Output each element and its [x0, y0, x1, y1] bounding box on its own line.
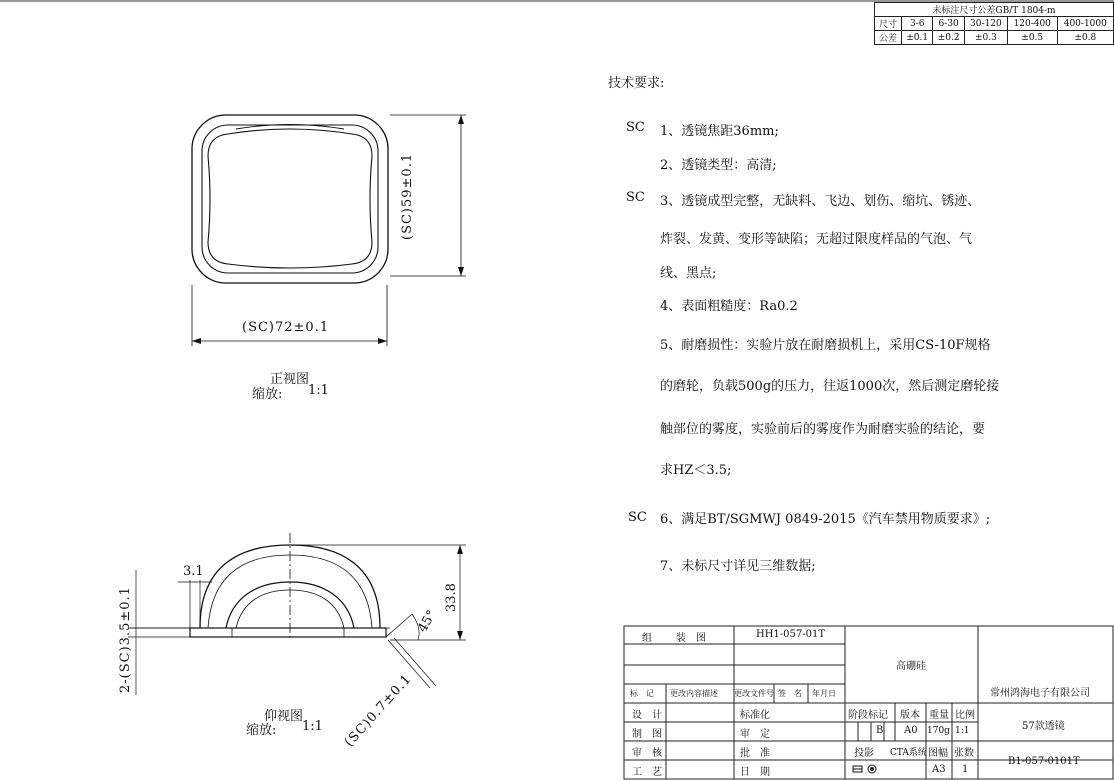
tb-sheet-size: 图幅 [928, 748, 948, 759]
tol-cell: ±0.8 [1057, 31, 1113, 45]
tb-part-name: 57款透镜 [1022, 721, 1065, 732]
tb-ratio-value: 1:1 [955, 726, 970, 736]
tolerance-tol-label: 公差 [875, 31, 902, 45]
front-view [192, 115, 466, 346]
tolerance-table [874, 2, 1114, 45]
bottom-scale-value: 1:1 [302, 719, 323, 734]
bottom-height-dim: 33.8 [444, 583, 459, 612]
size-cell: 120-400 [1007, 17, 1057, 31]
tol-cell: ±0.1 [901, 31, 932, 45]
tb-stage-value: B [876, 725, 884, 736]
tb-stage-mark: 阶段标记 [848, 710, 888, 721]
tb-drawing-no: B1-057-0101T [1008, 756, 1080, 767]
front-scale-label: 缩放: [252, 387, 283, 402]
tb-date: 日 期 [740, 767, 770, 778]
req-line: 求HZ＜3.5; [660, 463, 732, 478]
front-view-caption: 正视图 [270, 372, 310, 387]
tb-drawing-ref: HH1-057-01T [756, 629, 826, 640]
tol-cell: ±0.5 [1007, 31, 1057, 45]
tb-approve: 批 准 [740, 748, 770, 759]
req-line: 1、透镜焦距36mm; [660, 124, 779, 139]
front-scale-value: 1:1 [308, 383, 329, 398]
tb-weight-value: 170g [927, 726, 950, 736]
req-mark: SC [626, 190, 645, 205]
tb-cta: CTA系统 [890, 748, 927, 758]
tb-rev-header: 更改内容描述 [670, 689, 718, 698]
tb-standardize: 标准化 [740, 710, 770, 721]
projection-symbol-icon [853, 765, 876, 773]
tb-sheet-size-value: A3 [932, 764, 946, 775]
bottom-view-caption: 仰视图 [264, 709, 304, 724]
tb-check: 审 核 [632, 748, 662, 759]
req-line: 4、表面粗糙度：Ra0.2 [660, 299, 798, 314]
size-cell: 400-1000 [1057, 17, 1113, 31]
front-width-dim: (SC)72±0.1 [242, 320, 330, 335]
req-line: 6、满足BT/SGMWJ 0849-2015《汽车禁用物质要求》; [660, 512, 991, 527]
requirements-heading: 技术要求: [608, 76, 665, 91]
tb-projection: 投影 [854, 748, 874, 759]
req-line: 7、未标尺寸详见三维数据; [660, 559, 816, 574]
tb-ratio: 比例 [955, 710, 975, 721]
tb-rev-header: 年月日 [812, 689, 836, 698]
tb-material: 高硼硅 [896, 661, 926, 672]
tb-company: 常州鸿海电子有限公司 [990, 688, 1090, 699]
tb-version: 版本 [900, 710, 920, 721]
tol-cell: ±0.2 [933, 31, 964, 45]
size-cell: 3-6 [901, 17, 932, 31]
req-line: 2、透镜类型：高清; [660, 158, 777, 173]
tb-group: 组 [642, 633, 652, 644]
tol-cell: ±0.3 [964, 31, 1007, 45]
tb-rev-header: 标 记 [630, 689, 654, 698]
bottom-view [128, 533, 466, 695]
base-dim: 2-(SC)3.5±0.1 [118, 586, 133, 693]
angle-dim: 45° [415, 607, 440, 636]
bottom-scale-label: 缩放: [246, 723, 277, 738]
tb-design: 设 计 [632, 710, 662, 721]
req-line: 的磨轮，负载500g的压力，往返1000次，然后测定磨轮接 [660, 379, 1000, 394]
tb-rev-header: 更改文件号 [734, 689, 774, 698]
tb-sheets: 张数 [954, 748, 974, 759]
size-cell: 6-30 [933, 17, 964, 31]
tb-version-value: A0 [904, 725, 918, 736]
req-line: 炸裂、发黄、变形等缺陷；无超过限度样品的气泡、气 [660, 232, 973, 247]
tb-assembly: 装 图 [676, 633, 706, 644]
tb-review: 审 定 [740, 729, 770, 740]
req-line: 触部位的雾度，实验前后的雾度作为耐磨实验的结论，要 [660, 422, 986, 437]
flange-dim: 3.1 [183, 564, 204, 579]
tb-weight: 重量 [929, 710, 949, 721]
tb-rev-header: 签 名 [778, 689, 802, 698]
tb-sheets-value: 1 [962, 764, 969, 775]
req-mark: SC [626, 120, 645, 135]
req-line: 3、透镜成型完整，无缺料、飞边、划伤、缩坑、锈迹、 [660, 194, 981, 209]
tb-draft: 制 图 [632, 729, 662, 740]
tb-process: 工 艺 [632, 767, 662, 778]
size-cell: 30-120 [964, 17, 1007, 31]
front-height-dim: (SC)59±0.1 [400, 152, 415, 240]
req-line: 5、耐磨损性：实验片放在耐磨损机上，采用CS-10F规格 [660, 338, 991, 353]
tolerance-table-title: 未标注尺寸公差GB/T 1804-m [875, 3, 1114, 17]
tolerance-size-label: 尺寸 [875, 17, 902, 31]
req-line: 线、黑点; [660, 266, 717, 281]
req-mark: SC [628, 510, 647, 525]
wall-dim: (SC)0.7±0.1 [342, 671, 415, 751]
